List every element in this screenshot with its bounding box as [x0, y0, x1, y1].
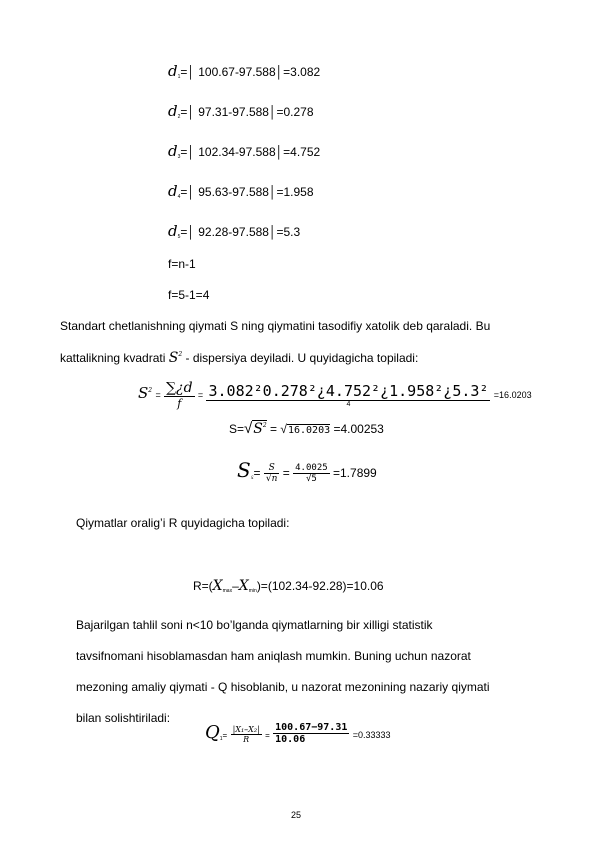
range-formula: $R=(X_{max}-X_{min})=(102.34-92.28)=10.06$ [193, 578, 384, 594]
s-result: =4.00253 [333, 422, 384, 436]
paragraph-line: bilan solishtiriladi: [76, 711, 171, 725]
q-result: =0.33333 [352, 730, 391, 740]
paragraph-line: mezoning amaliy qiymati - Q hisoblanib, u nazorat mezonining nazariy qiymati [76, 680, 490, 694]
deviation-line: $d_2=│$ 97.31-97.588│=0.278 [168, 102, 314, 120]
f-value: f=5-1=4 [168, 288, 210, 302]
deviation-line: $d_1=│$ 100.67-97.588│=3.082 [168, 62, 321, 80]
page-number: 25 [291, 810, 302, 820]
sx-result: =1.7899 [333, 466, 377, 480]
paragraph-line: Standart chetlanishning qiymati S ning qiymatini tasodifiy xatolik deb qaraladi. Bu [60, 319, 491, 333]
deviation-line: $d_4=│$ 95.63-97.588│=1.958 [168, 182, 314, 200]
deviation-line: $d_3=│$ 102.34-97.588│=4.752 [168, 142, 321, 160]
range-intro: Qiymatlar oralig’i R quyidagicha topiladi: [76, 516, 290, 530]
variance-lhs: $S^2$ [138, 384, 153, 403]
sx-formula: $S_{x̄}=$ $\frac{S}{√n}$ = $\frac{4.0025}{√5}$ =1.7899 [237, 458, 377, 485]
variance-result: =16.0203 [493, 390, 532, 401]
paragraph-line [60, 350, 418, 366]
s-squared-symbol: $S^2$ [168, 350, 183, 366]
q-formula: $Q_1=$ $\frac{\text{|X₁–X₂|}}{R}$ = $\frac{100.67-97.31}{10.06}$ =0.33333 [205, 722, 391, 745]
deviation-line: $d_5=│$ 92.28-97.588│=5.3 [168, 222, 301, 240]
paragraph-line: Bajarilgan tahlil soni n<10 bo’lganda qiymatlarning bir xilligi statistik [76, 618, 433, 632]
variance-formula: $S^2$ = $\frac{\sum¿d}{f}$ = $\frac{\text{3.082²0.278²¿4.752²¿1.958²¿5.3²}}{4}$ =16.0203 [138, 380, 532, 410]
paragraph [76, 610, 490, 734]
paragraph-text: kattalikning kvadrati [60, 351, 166, 365]
paragraph-text: - dispersiya deyiladi. U quyidagicha topiladi: [185, 351, 419, 365]
values-fraction: $\frac{\text{3.082²0.278²¿4.752²¿1.958²¿5.3²}}{4}$ [208, 382, 489, 408]
s-formula: $S=√S^2 = √16.0203 =4.00253$ [229, 420, 384, 437]
sum-fraction: $\frac{\sum¿d}{f}$ [166, 380, 193, 410]
paragraph-line: tavsifnomani hisoblamasdan ham aniqlash mumkin. Buning uchun nazorat [76, 649, 471, 663]
f-definition: f=n-1 [168, 257, 196, 271]
